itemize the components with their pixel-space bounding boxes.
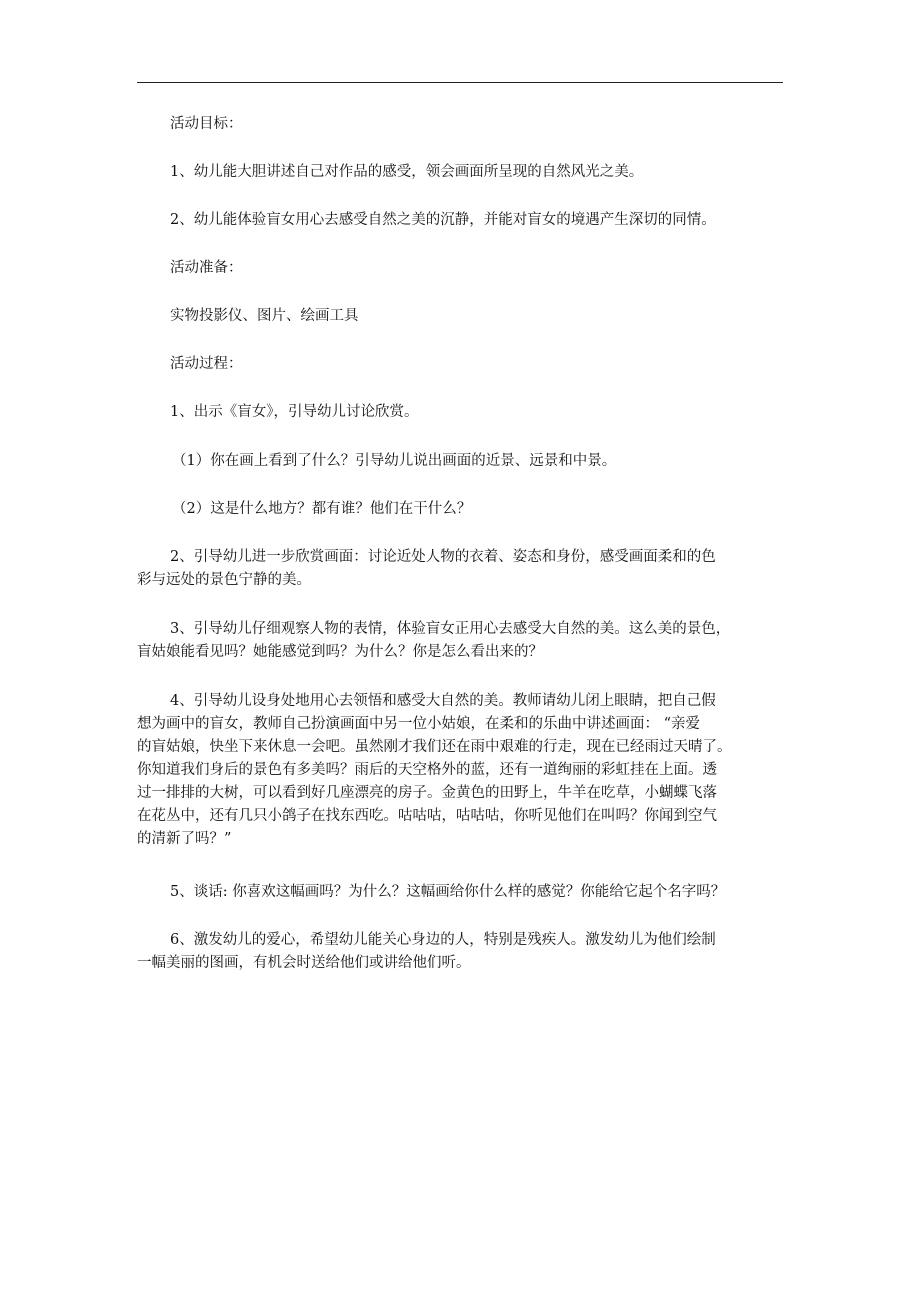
paragraph-line: 的盲姑娘，快坐下来休息一会吧。虽然刚才我们还在雨中艰难的行走，现在已经雨过天晴了。	[137, 739, 732, 755]
prep-heading: 活动准备：	[170, 260, 243, 276]
paragraph-line: 3、引导幼儿仔细观察人物的表情，体验盲女正用心去感受大自然的美。这么美的景色，	[170, 621, 731, 637]
paragraph-line: 你知道我们身后的景色有多美吗？雨后的天空格外的蓝，还有一道绚丽的彩虹挂在上面。透	[137, 762, 717, 778]
process-step-3	[137, 618, 730, 664]
paragraph-line: 过一排排的大树，可以看到好几座漂亮的房子。金黄色的田野上，牛羊在吃草，小蝴蝶飞落	[137, 785, 717, 801]
paragraph-line: 4、引导幼儿设身处地用心去领悟和感受大自然的美。教师请幼儿闭上眼睛，把自己假	[170, 693, 716, 709]
process-step-4	[137, 690, 732, 851]
paragraph-line: 一幅美丽的图画，有机会时送给他们或讲给他们听。	[137, 955, 471, 971]
process-heading: 活动过程：	[170, 356, 243, 372]
goal-heading: 活动目标：	[170, 116, 243, 132]
process-step-5: 5、谈话: 你喜欢这幅画吗？为什么？这幅画给你什么样的感觉？你能给它起个名字吗？	[170, 884, 726, 900]
goal-item-1: 1、幼儿能大胆讲述自己对作品的感受，领会画面所呈现的自然风光之美。	[170, 164, 644, 180]
paragraph-line: 想为画中的盲女，教师自己扮演画面中另一位小姑娘，在柔和的乐曲中讲述画面： “亲爱	[137, 716, 701, 732]
process-step-6	[137, 929, 716, 975]
goal-item-2: 2、幼儿能体验盲女用心去感受自然之美的沉静，并能对盲女的境遇产生深切的同情。	[170, 212, 716, 228]
process-step-2	[137, 546, 716, 592]
paragraph-line: 6、激发幼儿的爱心，希望幼儿能关心身边的人，特别是残疾人。激发幼儿为他们绘制	[170, 932, 716, 948]
paragraph-line: 的清新了吗？”	[137, 831, 232, 847]
paragraph-line: 2、引导幼儿进一步欣赏画面：讨论近处人物的衣着、姿态和身份，感受画面柔和的色	[170, 549, 716, 565]
prep-items: 实物投影仪、图片、绘画工具	[170, 308, 359, 324]
process-step-1-question-1: （1）你在画上看到了什么？引导幼儿说出画面的近景、远景和中景。	[172, 453, 617, 469]
paragraph-line: 在花丛中，还有几只小鸽子在找东西吃。咕咕咕，咕咕咕，你听见他们在叫吗？你闻到空气	[137, 808, 717, 824]
process-step-1: 1、出示《盲女》，引导幼儿讨论欣赏。	[170, 404, 419, 420]
paragraph-line: 盲姑娘能看见吗？她能感觉到吗？为什么？你是怎么看出来的？	[137, 644, 543, 660]
header-rule	[137, 82, 783, 83]
process-step-1-question-2: （2）这是什么地方？都有谁？他们在干什么？	[172, 501, 472, 517]
paragraph-line: 彩与远处的景色宁静的美。	[137, 572, 311, 588]
